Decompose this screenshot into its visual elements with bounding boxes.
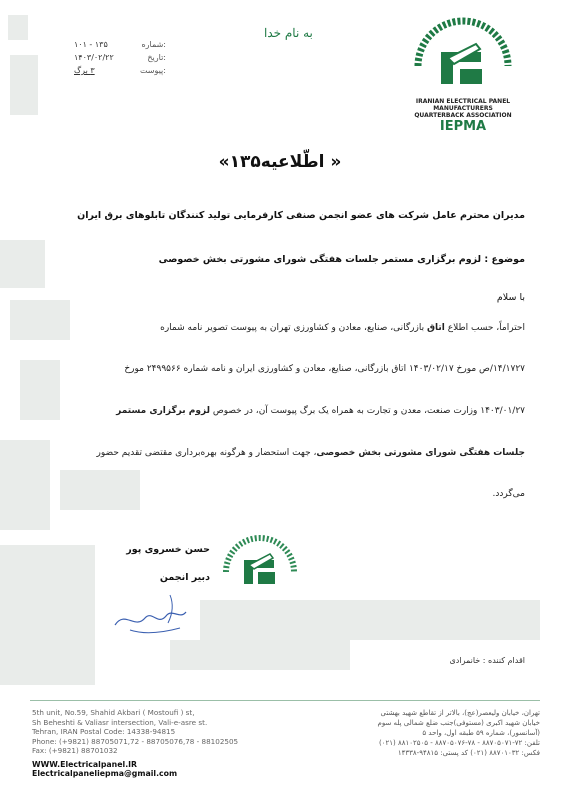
website-link[interactable]: WWW.Electricalpanel.IR [32, 759, 138, 769]
footer-line: (آسانسور)، شماره ۵۹ طبقه اول، واحد ۵ [422, 729, 540, 737]
body-bold-text: جلسات هفتگی شورای مشورتی بخش خصوصی [316, 448, 525, 458]
body-bold-text: اتاق [426, 323, 445, 333]
footer-line: Tehran, IRAN Postal Code: 14338-94815 [32, 727, 176, 736]
logo-english-line: MANUFACTURERS [433, 105, 493, 112]
association-logo [408, 14, 518, 134]
background-block [0, 545, 95, 685]
body-line-3 [60, 405, 525, 418]
body-text: احتراماً، حسب اطلاع [444, 323, 525, 333]
footer-line: Sh Beheshti & Valiasr intersection, Vali-e-asre st. [32, 717, 208, 727]
letter-number: ۱۳۵ - ۱۰۱ [74, 40, 108, 49]
background-block [0, 240, 45, 288]
footer-line: Fax: (+9821) 88701032 [32, 746, 118, 755]
iepma-emblem-icon [408, 14, 518, 94]
signatory-name: حسن خسروی پور [126, 544, 210, 555]
subject: موضوع : لزوم برگزاری مستمر جلسات هفتگی شورای مشورتی بخش خصوصی [158, 254, 525, 265]
footer-line: 5th unit, No.59, Shahid Akbari ( Mostoufi ) st, [32, 708, 195, 717]
logo-abbreviation: IEPMA [439, 119, 487, 134]
handwritten-signature [110, 590, 190, 640]
addressee: مدیران محترم عامل شرکت های عضو انجمن صنفی کارفرمایی تولید کنندگان تابلوهای برق ایران [77, 210, 525, 221]
body-line-2: ۱۴/۱۷۲۷/ص مورخ ۱۴۰۳/۰۲/۱۷ اتاق بازرگانی، صنایع، معادن و کشاورزی ایران و نامه شماره ۲۴۹۹۵۶۶ مورخ [124, 364, 525, 374]
stamp-emblem-icon [220, 530, 300, 590]
footer-line: تهران، خیابان ولیعصر(عج)، بالاتر از تقاطع شهید بهشتی [380, 709, 540, 717]
footer-address-fa [300, 708, 540, 758]
body-bold-text: لزوم برگزاری مستمر [116, 406, 210, 416]
body-text: ، جهت استحضار و هرگونه بهره‌برداری مقتضی تقدیم حضور [96, 448, 317, 458]
background-block [200, 600, 540, 640]
action-by: اقدام کننده : خانمرادی [449, 656, 525, 665]
body-line-1 [60, 322, 525, 335]
letter-meta [74, 38, 166, 77]
greeting: با سلام [496, 292, 525, 303]
body-text: ۱۴۰۳/۰۱/۲۷ وزارت صنعت، معدن و تجارت به همراه یک برگ پیوست آن، در خصوص [209, 406, 525, 416]
background-block [0, 440, 50, 530]
background-block [170, 640, 350, 670]
letter-attachments-label: پیوست: [139, 66, 166, 75]
signatory-role: دبیر انجمن [159, 572, 210, 583]
logo-english-line: IRANIAN ELECTRICAL PANEL [415, 98, 511, 105]
letter-attachments: ۳ برگ [74, 66, 95, 75]
footer-line: تلفن: ۷۲-۸۸۷۰۵۰۷۱ - ۷۸-۸۸۷۰۵۰۷۶ - ۸۸۱۰۲۵۰۵ (۰۲۱) [378, 739, 540, 747]
background-block [8, 15, 28, 40]
logo-english-line: QUARTERBACK ASSOCIATION [414, 112, 512, 119]
footer-line: فکس: ۸۸۷۰۱۰۳۲ (۰۲۱) کد پستی: ۹۴۸۱۵-۱۴۳۳۸ [397, 749, 540, 757]
footer-line: Phone: (+9821) 88705071,72 - 88705076,78 - 88102505 [32, 736, 239, 746]
background-block [10, 55, 38, 115]
body-line-4 [60, 447, 525, 460]
background-block [20, 360, 60, 420]
bismillah: به نام خدا [264, 26, 313, 40]
announcement-title: « اطّلاعیه۱۳۵» [218, 152, 342, 172]
letter-number-label: شماره: [141, 40, 166, 49]
letter-date-label: تاریخ: [147, 53, 166, 62]
footer-line: خیابان شهید اکبری (مستوفی)جنب ضلع شمالی پله سوم [377, 719, 540, 727]
body-text: بازرگانی، صنایع، معادن و کشاورزی تهران به پیوست تصویر نامه شماره [160, 323, 427, 333]
association-stamp [220, 530, 300, 590]
letter-date: ۱۴۰۳/۰۲/۲۲ [74, 53, 114, 62]
footer-divider [30, 700, 540, 701]
email-link[interactable]: Electricalpaneliepma@gmail.com [32, 769, 178, 778]
footer-address-en [32, 708, 272, 779]
body-line-5: می‌گردد. [492, 489, 525, 499]
